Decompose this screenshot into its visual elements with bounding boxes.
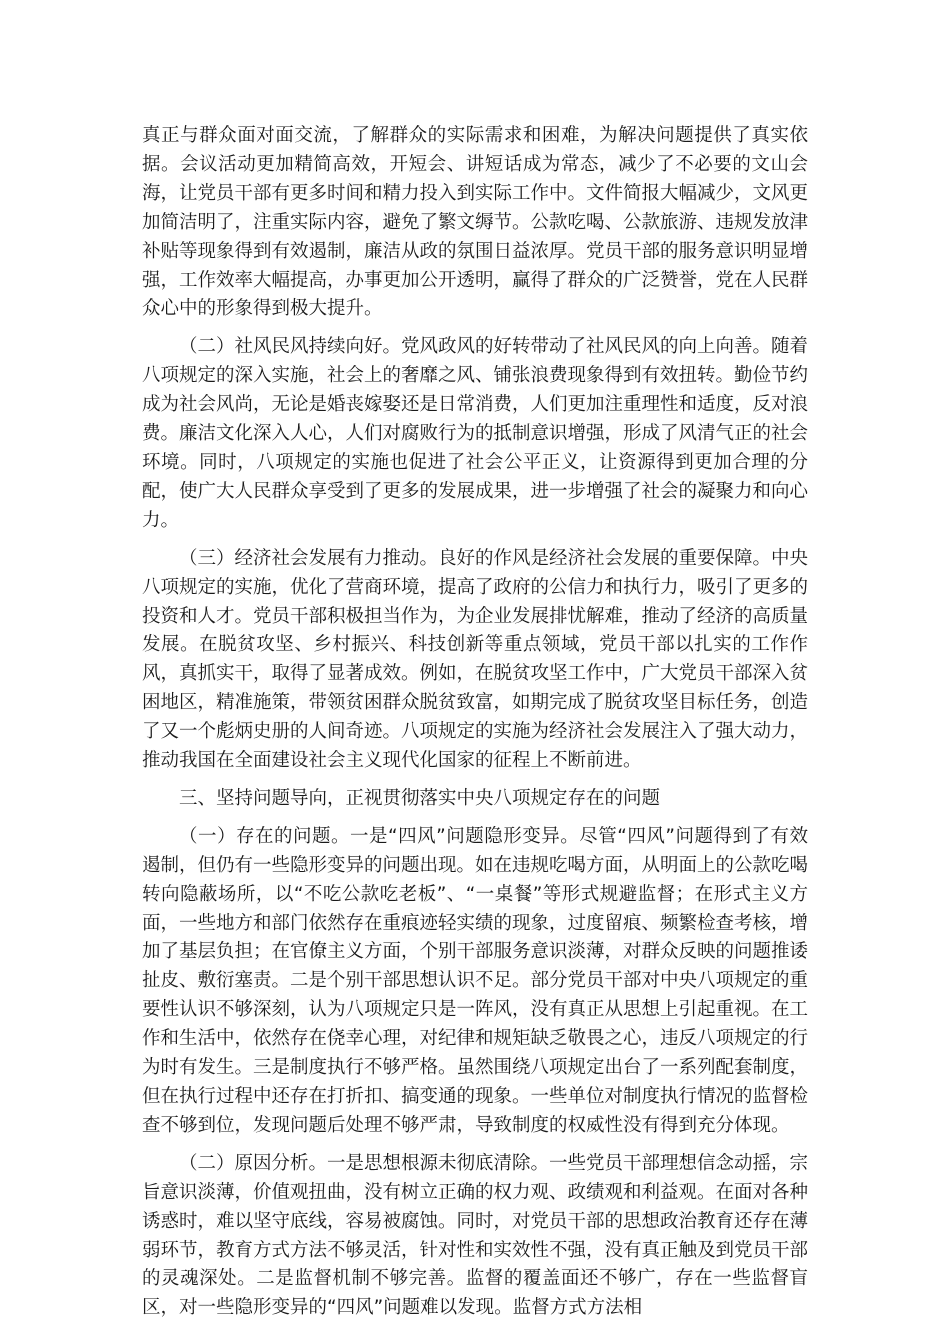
paragraph-social-customs: （二）社风民风持续向好。党风政风的好转带动了社风民风的向上向善。随着八项规定的深入实施，社会上的奢靡之风、铺张浪费现象得到有效扭转。勤俭节约成为社会风尚，无论是婚丧嫁娶还是日常消费，人们更加注重理性和适度，反对浪费。廉洁文化深入人心，人们对腐败行为的抵制意识增强，形成了风清气正的社会环境。同时，八项规定的实施也促进了社会公平正义，让资源得到更加合理的分配，使广大人民群众享受到了更多的发展成果，进一步增强了社会的凝聚力和向心力。	[142, 336, 809, 531]
paragraph-cause-analysis: （二）原因分析。一是思想根源未彻底清除。一些党员干部理想信念动摇，宗旨意识淡薄，价值观扭曲，没有树立正确的权力观、政绩观和利益观。在面对各种诱惑时，难以坚守底线，容易被腐蚀。同时，对党员干部的思想政治教育还存在薄弱环节，教育方式方法不够灵活，针对性和实效性不强，没有真正触及到党员干部的灵魂深处。二是监督机制不够完善。监督的覆盖面还不够广，存在一些监督盲区，对一些隐形变异的“四风”问题难以发现。监督方式方法相	[142, 1152, 809, 1319]
paragraph-economic-development: （三）经济社会发展有力推动。良好的作风是经济社会发展的重要保障。中央八项规定的实施，优化了营商环境，提高了政府的公信力和执行力，吸引了更多的投资和人才。党员干部积极担当作为，为企业发展排忧解难，推动了经济的高质量发展。在脱贫攻坚、乡村振兴、科技创新等重点领域，党员干部以扎实的工作作风，真抓实干，取得了显著成效。例如，在脱贫攻坚工作中，广大党员干部深入贫困地区，精准施策，带领贫困群众脱贫致富，如期完成了脱贫攻坚目标任务，创造了又一个彪炳史册的人间奇迹。八项规定的实施为经济社会发展注入了强大动力，推动我国在全面建设社会主义现代化国家的征程上不断前进。	[142, 547, 809, 772]
document-body	[142, 122, 808, 1332]
section-heading-problems: 三、坚持问题导向，正视贯彻落实中央八项规定存在的问题	[179, 787, 661, 809]
paragraph-existing-problems: （一）存在的问题。一是“四风”问题隐形变异。尽管“四风”问题得到了有效遏制，但仍有一些隐形变异的问题出现。如在违规吃喝方面，从明面上的公款吃喝转向隐蔽场所，以“不吃公款吃老板”、“一桌餐”等形式规避监督；在形式主义方面，一些地方和部门依然存在重痕迹轻实绩的现象，过度留痕、频繁检查考核，增加了基层负担；在官僚主义方面，个别干部服务意识淡薄，对群众反映的问题推诿扯皮、敷衍塞责。二是个别干部思想认识不足。部分党员干部对中央八项规定的重要性认识不够深刻，认为八项规定只是一阵风，没有真正从思想上引起重视。在工作和生活中，依然存在侥幸心理，对纪律和规矩缺乏敬畏之心，违反八项规定的行为时有发生。三是制度执行不够严格。虽然围绕八项规定出台了一系列配套制度，但在执行过程中还存在打折扣、搞变通的现象。一些单位对制度执行情况的监督检查不够到位，发现问题后处理不够严肃，导致制度的权威性没有得到充分体现。	[142, 825, 809, 1136]
paragraph-continuation: 真正与群众面对面交流，了解群众的实际需求和困难，为解决问题提供了真实依据。会议活动更加精简高效，开短会、讲短话成为常态，减少了不必要的文山会海，让党员干部有更多时间和精力投入到实际工作中。文件简报大幅减少，文风更加简洁明了，注重实际内容，避免了繁文缛节。公款吃喝、公款旅游、违规发放津补贴等现象得到有效遏制，廉洁从政的氛围日益浓厚。党员干部的服务意识明显增强，工作效率大幅提高，办事更加公开透明，赢得了群众的广泛赞誉，党在人民群众心中的形象得到极大提升。	[142, 125, 809, 320]
